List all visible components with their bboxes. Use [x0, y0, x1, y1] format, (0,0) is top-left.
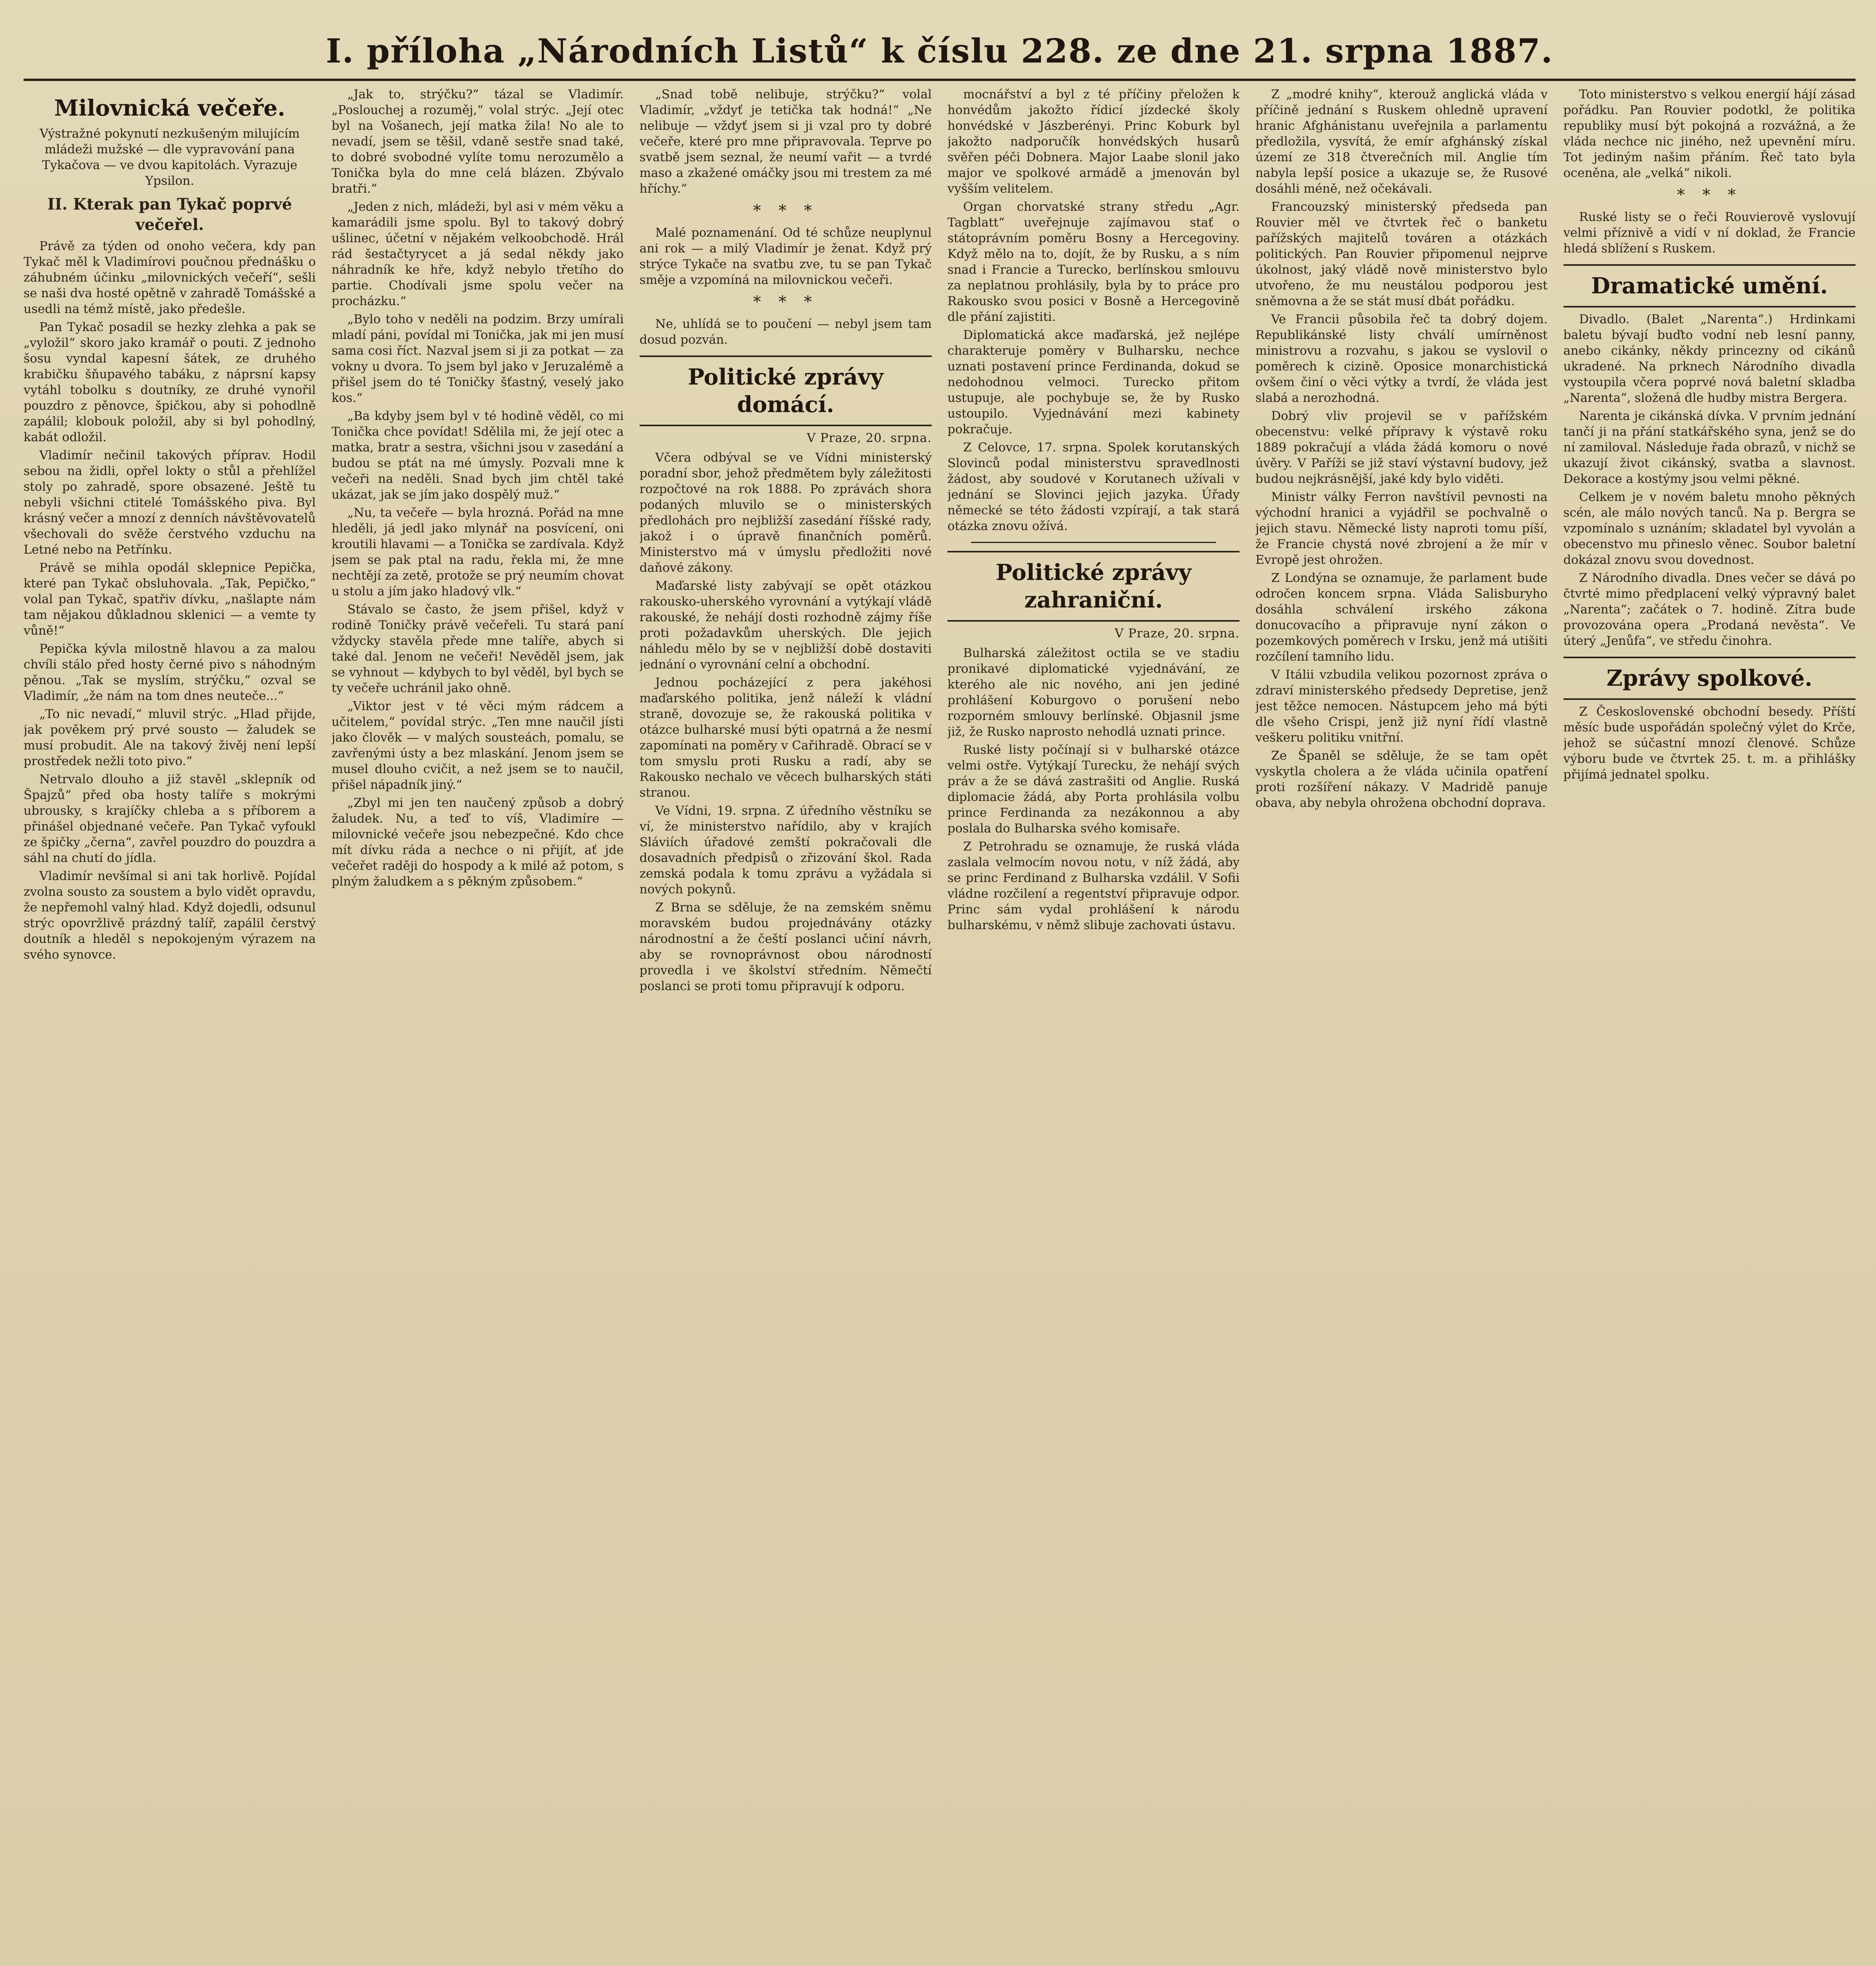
paragraph: Vladimír nečinil takových příprav. Hodil sebou na židli, opřel lokty o stůl a přehlížel stoly po zahradě, spore obsazené. Ještě tu nebyli všichni ctitelé Tomášského piva. Byl krásný večer a mnozí z denních návštěvovatelů všechovali do svěže čerstvého vzduchu na Letné nebo na Petřínku. — [24, 448, 316, 557]
paragraph: Ruské listy se o řeči Rouvierově vyslovují velmi příznivě a vidí v ní doklad, že Francie hledá sblížení s Ruskem. — [1563, 210, 1856, 256]
paragraph: „Bylo toho v neděli na podzim. Brzy umírali mladí páni, povídal mi Tonička, jak mi jen musí sama cosi říct. Nazval jsem si ji za potkat — za vokny u dvora. To jsem byl jako v Jeruzalémě a přišel jsem do té Toničky šťastný, veselý jako kos.“ — [331, 312, 624, 405]
paragraph: Z Petrohradu se oznamuje, že ruská vláda zaslala velmocím novou notu, v níž žádá, aby se princ Ferdinand z Bulharska vzdálil. V Sofii vládne rozčilení a regentství připravuje odpor. Princ sám vydal prohlášení k národu bulharskému, v němž slibuje zachovati ústavu. — [947, 839, 1240, 932]
column-2 — [331, 87, 623, 1966]
paragraph: Malé poznamenání. Od té schůze neuplynul ani rok — a milý Vladimír je ženat. Když prý strýce Tykače na svatbu zve, tu se pan Tykač směje a vzpomíná na milovnickou večeři. — [639, 226, 932, 287]
paragraph: „Ba kdyby jsem byl v té hodině věděl, co mi Tonička chce povídat! Sdělila mi, že její otec a matka, bratr a sestra, všichni jsou v zasedání a budou se ptát na mé úmysly. Pozvali mne k večeři na neděli. Snad bych jim chtěl také ukázat, jak se jím jako dospělý muž.“ — [331, 409, 624, 502]
paragraph: Jednou pocházející z pera jakéhosi maďarského politika, jenž náleží k vládní straně, dovozuje se, že rakouská politika v otázce bulharské musí býti opatrná a že nesmí zapomínati na poměry v Cařihradě. Obrací se v tom smyslu proti Rusku a radí, aby se Rakousko nechalo ve věcech bulharských státi stranou. — [639, 676, 932, 800]
dateline: V Praze, 20. srpna. — [1115, 626, 1240, 641]
paragraph: Vladimír nevšímal si ani tak horlivě. Pojídal zvolna sousto za soustem a bylo vidět opravdu, že nepřemohl valný hlad. Když dojedli, odsunul strýc opovržlivě prázdný talíř, zapálil čerstvý doutník a hleděl s nepokojeným výrazem na svého synovce. — [24, 869, 316, 962]
paragraph: Francouzský ministerský předseda pan Rouvier měl ve čtvrtek řeč o banketu pařížských majitelů továren a otázkách politických. Pan Rouvier připomenul nejprve úkolnost, jaký vládě nově ministerstvo bylo utvořeno, že mu neustálou podporou jest sněmovna a že se stát musí dbát pořádku. — [1255, 200, 1548, 308]
paragraph: Včera odbýval se ve Vídni ministerský poradní sbor, jehož předmětem byly záležitosti rozpočtové na rok 1888. Po zprávách shora podaných mluvilo se o ministerských předlohách pro nejbližší zasedání říšské rady, jakož i o úpravě finančních poměrů. Ministerstvo má v úmyslu předložiti nové daňové zákony. — [639, 451, 932, 575]
section-title-foreign: Politické zprávy zahraniční. — [947, 551, 1240, 622]
paragraph: Diplomatická akce maďarská, jež nejlépe charakteruje poměry v Bulharsku, nechce uznati postavení prince Ferdinanda, dokud se nedohodnou velmoci. Turecko přitom ustupuje, ale pochybuje se, že by Rusko ustoupilo. Vyjednávání mezi kabinety pokračuje. — [947, 328, 1240, 436]
paragraph: Z Londýna se oznamuje, že parlament bude odročen koncem srpna. Vláda Salisburyho dosáhla schválení irského zákona donucovacího a připravuje nyní zákon o pozemkových poměrech v Irsku, jenž má utišiti rozčílení tamního lidu. — [1255, 571, 1548, 664]
paragraph: V Itálii vzbudila velikou pozornost zpráva o zdraví ministerského předsedy Depretise, jenž jest těžce nemocen. Nástupcem jeho má býti dle všeho Crispi, jenž již nyní řídí vlastně veškeru politiku vnitřní. — [1255, 668, 1548, 745]
paragraph: Z Československé obchodní besedy. Příští měsíc bude uspořádán společný výlet do Krče, jehož se súčastní mnozí členové. Schůze výboru bude ve čtvrtek 25. t. m. a přihlášky přijímá jednatel spolku. — [1563, 705, 1856, 782]
paragraph: Ruské listy počínají si v bulharské otázce velmi ostře. Vytýkají Turecku, že nehájí svých práv a že se dává zastrašiti od Anglie. Ruská diplomacie žádá, aby Porta prohlásila volbu prince Ferdinanda za nezákonnou a aby poslala do Bulharska svého komisaře. — [947, 743, 1240, 836]
page-header — [24, 16, 1856, 75]
header-divider — [24, 79, 1856, 81]
paragraph: „Jeden z nich, mládeži, byl asi v mém věku a kamarádili jsme spolu. Byl to takový dobrý ušlinec, účetní v nějakém velkoobchodě. Hrál rád šestačtyrycet a já sedal někdy jako náhradník ke hře, když nebylo třetího do partie. Chodívali jsme spolu večer na procházku.“ — [331, 200, 624, 308]
paragraph: Ve Francii působila řeč ta dobrý dojem. Republikánské listy chválí umírněnost ministrovu a rozvahu, s jakou se vyslovil o poměrech k cizině. Oposice monarchistická ovšem činí o věci výtky a tvrdí, že vláda jest slabá a nerozhodná. — [1255, 312, 1548, 405]
column-5 — [1255, 87, 1547, 1966]
paragraph: Toto ministerstvo s velkou energií hájí zásad pořádku. Pan Rouvier podotkl, že politika republiky musí být pokojná a rozvážná, a že vláda nechce nic jiného, než upevnění míru. Tot jediným našim přáním. Řeč tato byla oceněna, ale „velká“ nikoli. — [1563, 87, 1856, 180]
paragraph: „Snad tobě nelibuje, strýčku?“ volal Vladimír, „vždyť je tetička tak hodná!“ „Ne nelibuje — vždyť jsem si ji vzal pro ty dobré večeře, které pro mne připravovala. Teprve po svatbě jsem seznal, že neumí vařit — a tvrdé maso a zkažené omáčky jsou mi trestem za mé hříchy.“ — [639, 87, 932, 196]
paragraph: Maďarské listy zabývají se opět otázkou rakousko-uherského vyrovnání a vytýkají vládě rakouské, že nehájí dosti rozhodně zájmy říše proti požadavkům uherských. Dle jejich náhledu mělo by se v nejbližší době dostaviti jednání o vyrovnání celní a obchodní. — [639, 579, 932, 672]
column-6 — [1563, 87, 1856, 1966]
paragraph: Právě se mihla opodál sklepnice Pepička, které pan Tykač obsluhovala. „Tak, Pepičko,“ volal pan Tykač, spatřiv dívku, „našlapte nám tam nějakou důkladnou sklenici — a vemte ty vůně!“ — [24, 561, 316, 638]
paragraph: Divadlo. (Balet „Narenta“.) Hrdinkami baletu bývají buďto vodní neb lesní panny, anebo cikánky, někdy princezny od cikánů ukradené. Na prknech Národního divadla vystoupila včera poprvé nová baletní skladba „Narenta“, složená dle hudby mistra Bergera. — [1563, 312, 1856, 405]
section-title-drama: Dramatické umění. — [1563, 264, 1856, 307]
separator-stars: * * * — [753, 293, 818, 311]
dateline: V Praze, 20. srpna. — [807, 431, 932, 445]
paragraph: Ne, uhlídá se to poučení — nebyl jsem tam dosud pozván. — [639, 317, 932, 347]
column-3 — [640, 87, 932, 1966]
paragraph: Stávalo se často, že jsem přišel, když v rodině Toničky právě večeřeli. Tu stará paní vždycky stavěla přede mne talíře, abych si také dal. Jenom ne večeři! Nevěděl jsem, jak se vyhnout — kdybych to byl věděl, byl bych se ty večeře uchránil jako ohně. — [331, 602, 624, 695]
paragraph: Pan Tykač posadil se hezky zlehka a pak se „vyložil“ skoro jako kramář o pouti. Z jednoho šosu vyndal kapesní šátek, ze druhého krabičku šňupavého tabáku, z náprsní kapsy vytáhl tobolku s doutníky, ze druhé vynořil pouzdro z pěnovce, špičkou, aby si pohodlně zapálil; klobouk položil, aby si byl pohodlný, kabát odložil. — [24, 320, 316, 444]
paragraph: „Viktor jest v té věci mým rádcem a učitelem,“ povídal strýc. „Ten mne naučil jísti jako člověk — v malých sousteách, pomalu, se zavřenými ústy a bez mlaskání. Jenom jsem se musel dlouho cvičit, a než jsem se to naučil, přišel nápadník jiný.“ — [331, 699, 624, 792]
chapter-title: II. Kterak pan Tykač poprvé večeřel. — [47, 195, 292, 234]
paragraph: Celkem je v novém baletu mnoho pěkných scén, ale málo nových tanců. Na p. Bergra se vzpomínalo s uznáním; skladatel byl vyvolán a obecenstvo mu přineslo věnec. Soubor baletní dokázal znovu svou dovednost. — [1563, 490, 1856, 567]
paragraph: „To nic nevadí,“ mluvil strýc. „Hlad přijde, jak pověkem prý prvé sousto — žaludek se musí probudit. Ale na takový živěj není lepší prostředek nežli toto pivo.“ — [24, 707, 316, 768]
separator-stars: * * * — [753, 202, 818, 220]
feuilleton-intro: Výstražné pokynutí nezkušeným milujícím mládeži mužské — dle vypravování pana Tykačova — ve dvou kapitolách. Vyrazuje Ypsilon. — [39, 127, 300, 188]
page-title: I. příloha „Národních Listů“ k číslu 228. ze dne 21. srpna 1887. — [326, 31, 1554, 70]
paragraph: mocnářství a byl z té příčiny přeložen k honvédům jakožto řídicí jízdecké školy honvédské v Jászberényi. Princ Koburk byl jakožto nadporučík honvédských husarů svěřen péči Dobnera. Major Laabe slonil jako major ve spolkové armádě a jmenován byl vyšším velitelem. — [947, 87, 1240, 196]
section-title-domestic: Politické zprávy domácí. — [640, 355, 932, 426]
paragraph: Organ chorvatské strany středu „Agr. Tagblatt“ uveřejnuje zajímavou stať o státoprávním poměru Bosny a Hercegoviny. Když mělo na to, dojít, že by Rusku, a s ním snad i Francie a Turecko, berlínskou smlouvu za neplatnou prohlásily, byla by to práce pro Rakousko svou posici v Bosně a Hercegovině dle přání zajistiti. — [947, 200, 1240, 324]
column-1 — [24, 87, 316, 1966]
divider — [971, 542, 1216, 543]
paragraph: Pepička kývla milostně hlavou a za malou chvíli stálo před hosty černé pivo s náhodným pěnou. „Tak se myslím, strýčku,“ ozval se Vladimír, „že nám na tom dnes neuteče...“ — [24, 642, 316, 703]
paragraph: „Nu, ta večeře — byla hrozná. Pořád na mne hleděli, já jedl jako mlynář na posvícení, oni kroutili hlavami — a Tonička se zardívala. Když jsem se pak ptal na radu, řekla mi, že mne nechtějí za zetě, protože se prý neumím chovat u stolu a jím jako hladový vlk.“ — [331, 506, 624, 598]
separator-stars: * * * — [1677, 186, 1742, 204]
paragraph: Dobrý vliv projevil se v pařížském obecenstvu: velké přípravy k výstavě roku 1889 pokračují a vláda žádá komoru o nové úvěry. V Paříži se již staví výstavní budovy, jež budou nejkrásnější, jaké kdy bylo viděti. — [1255, 409, 1548, 486]
paragraph: Z Celovce, 17. srpna. Spolek korutanských Slovinců podal ministerstvu spravedlnosti žádost, aby soudové v Korutanech užívali v jednání se Slovinci jejich jazyka. Úřady německé se této žádosti vzpírají, a tak stará otázka znovu ožívá. — [947, 440, 1240, 533]
paragraph: Ve Vídni, 19. srpna. Z úředního věstníku se ví, že ministerstvo nařídilo, aby v krajích Sláviích úřadové zemští pokračovali dle dosavadních předpisů o zřizování škol. Rada zemská podala k tomu zprávu a vyžádala si nových pokynů. — [639, 804, 932, 896]
paragraph: Narenta je cikánská dívka. V prvním jednání tančí ji na přání statkářského syna, jenž se do ní zamiloval. Následuje řada obrazů, v nichž se ukazují život cikánský, svatba a slavnost. Dekorace a kostýmy jsou velmi pěkné. — [1563, 409, 1856, 486]
column-4 — [947, 87, 1240, 1966]
paragraph: Bulharská záležitost octila se ve stadiu pronikavé diplomatické vyjednávání, ze kterého ale nic nového, ani jen jediné prohlášení Koburgovo o porušení nebo rozporném smlouvy berlínské. Objasnil jsme již, že Rusko naprosto nehodlá uznati prince. — [947, 646, 1240, 739]
paragraph: Z Národního divadla. Dnes večer se dává po čtvrté mimo předplacení velký výpravný balet „Narenta“; začátek o 7. hodině. Zítra bude provozována opera „Prodaná nevěsta“. Ve úterý „Jenůfa“, ve středu činohra. — [1563, 571, 1856, 648]
paragraph: Z Brna se sděluje, že na zemském sněmu moravském budou projednávány otázky národnostní a že čeští poslanci učiní návrh, aby se rovnoprávnost obou národností provedla i ve školství středním. Němečtí poslanci se proti tomu připravují k odporu. — [639, 900, 932, 993]
paragraph: Právě za týden od onoho večera, kdy pan Tykač měl k Vladimírovi poučnou přednášku o záhubném účinku „milovnických večeří“, sešli se naši dva hosté opětně v zahradě Tomášské a usedli na témž místě, jako předešle. — [24, 239, 316, 316]
columns — [24, 87, 1856, 1966]
paragraph: Ze Španěl se sděluje, že se tam opět vyskytla cholera a že vláda učinila opatření proti rozšíření nákazy. V Madridě panuje obava, aby nebyla ohrožena obchodní doprava. — [1255, 749, 1548, 810]
section-title-associations: Zprávy spolkové. — [1563, 657, 1856, 700]
paragraph: Netrvalo dlouho a již stavěl „sklepník od Špajzů“ před oba hosty talíře s mokrými ubrousky, s krajíčky chleba a s příborem a přinášel objednané večeře. Pan Tykač vyfoukl ze špičky „černa“, zavřel pouzdro do pouzdra a sáhl na chutí do jídla. — [24, 772, 316, 865]
paragraph: Z „modré knihy“, kterouž anglická vláda v příčině jednání s Ruskem ohledně upravení hranic Afghánistanu uveřejnila a parlamentu předložila, vysvítá, že emír afghánský získal území ze 318 čtverečních mil. Anglie tím nabyla lepší posice a ukazuje se, že Rusové dosáhli méně, než očekávali. — [1255, 87, 1548, 196]
section-title-milovnicka: Milovnická večeře. — [54, 95, 285, 121]
paragraph: „Jak to, strýčku?“ tázal se Vladimír. „Poslouchej a rozuměj,“ volal strýc. „Její otec byl na Vošanech, její matka žila! No ale to nevadí, jsem se těšil, vdaně sestře snad také, to dobré svobodné vylíte tomu nerozumělo a Tonička byla do mne celá blázen. Zbývalo bratři.“ — [331, 87, 624, 196]
paragraph: „Zbyl mi jen ten naučený způsob a dobrý žaludek. Nu, a teď to víš, Vladimíre — milovnické večeře jsou nebezpečné. Kdo chce mít dívku ráda a nechce o ni přijít, ať jde večeřet raději do hospody a k milé až potom, s plným žaludkem a s pěkným způsobem.“ — [331, 796, 624, 889]
paragraph: Ministr války Ferron navštívil pevnosti na východní hranici a vyjádřil se pochvalně o jejich stavu. Německé listy naproti tomu píší, že Francie chystá nové zbrojení a že mír v Evropě jest ohrožen. — [1255, 490, 1548, 567]
